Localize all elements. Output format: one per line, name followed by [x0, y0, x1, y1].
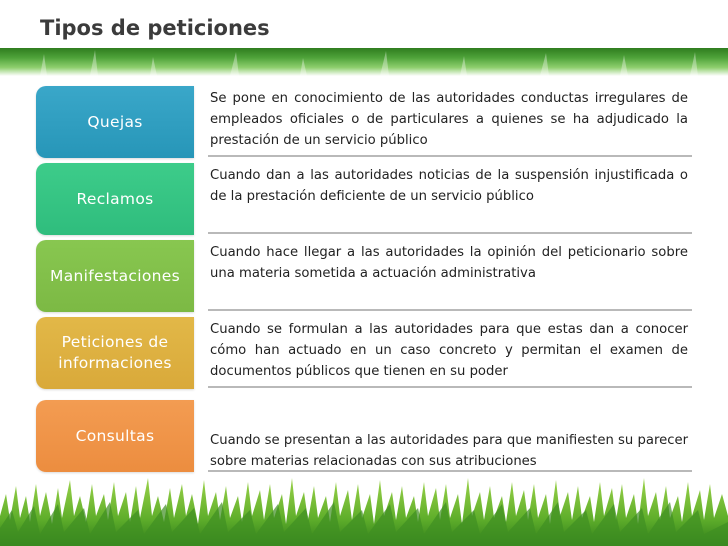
category-reclamos — [36, 163, 194, 235]
category-peticiones-de-informaciones — [36, 317, 194, 389]
description-consultas: Cuando se presentan a las autoridades para que manifiesten su parecer sobre materias relacionadas con sus atribuciones — [210, 433, 688, 469]
divider — [208, 155, 692, 157]
grass-bottom-decoration — [0, 466, 728, 546]
category-manifestaciones — [36, 240, 194, 312]
category-label: Peticiones de informaciones — [58, 333, 172, 372]
description-peticiones-de-informaciones: Cuando se formulan a las autoridades para que estas dan a conocer cómo han actuado en un caso concreto y permitan el examen de documentos públicos que tienen en su poder — [210, 322, 688, 379]
description-reclamos: Cuando dan a las autoridades noticias de la suspensión injustificada o de la prestación deficiente de un servicio público — [210, 168, 688, 204]
divider — [208, 232, 692, 234]
description-manifestaciones: Cuando hace llegar a las autoridades la opinión del peticionario sobre una materia sometida a actuación administrativa — [210, 245, 688, 281]
category-label: Manifestaciones — [50, 266, 180, 285]
divider — [208, 386, 692, 388]
category-label: Consultas — [75, 426, 155, 445]
category-quejas — [36, 86, 194, 158]
slide-title: Tipos de peticiones — [40, 16, 270, 40]
category-label: Reclamos — [76, 189, 154, 208]
category-consultas — [36, 400, 194, 472]
category-label: Quejas — [87, 112, 143, 131]
divider — [208, 309, 692, 311]
grass-top-band — [0, 48, 728, 76]
description-quejas: Se pone en conocimiento de las autoridades conductas irregulares de empleados oficiales o de particulares a quienes se ha adjudicado la prestación de un servicio público — [210, 91, 688, 148]
